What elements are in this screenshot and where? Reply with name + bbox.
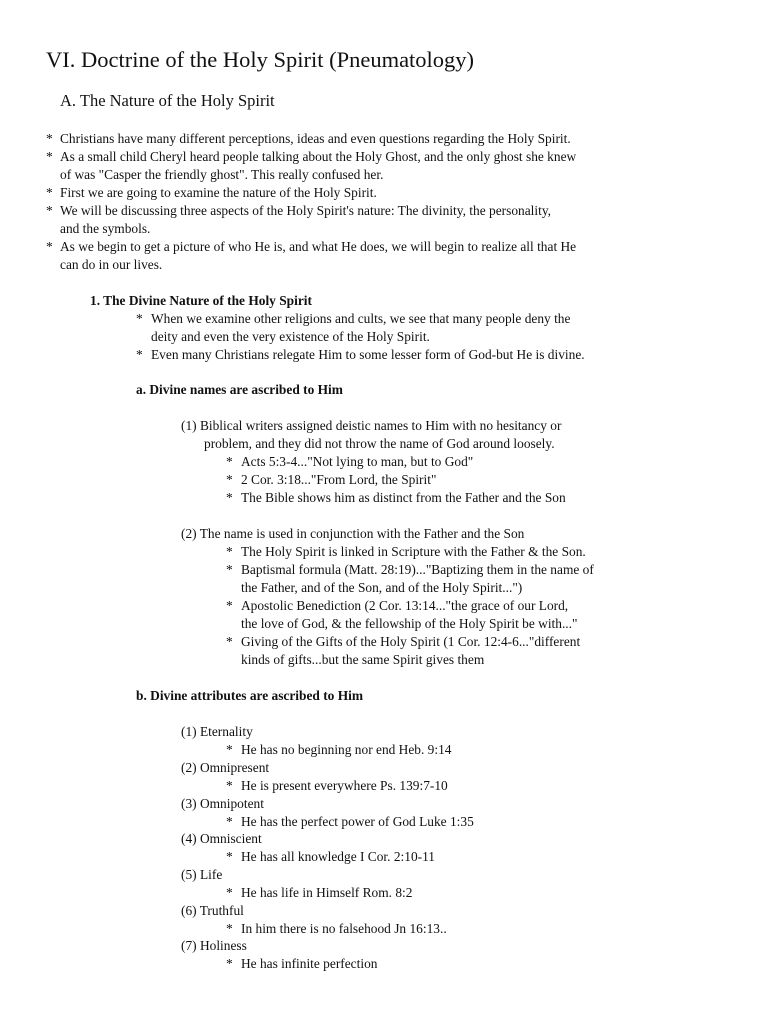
bullet-marker: * bbox=[136, 311, 143, 326]
list-item: First we are going to examine the nature of the Holy Spirit. bbox=[60, 185, 377, 200]
attribute-label: (4) Omniscient bbox=[181, 831, 262, 846]
attribute-label: (6) Truthful bbox=[181, 903, 244, 918]
list-item-continuation: of was "Casper the friendly ghost". This really confused her. bbox=[60, 167, 384, 182]
bullet-marker: * bbox=[226, 956, 233, 971]
attribute-detail: He has no beginning nor end Heb. 9:14 bbox=[241, 742, 452, 757]
list-item: (1) Biblical writers assigned deistic names to Him with no hesitancy or bbox=[181, 418, 562, 433]
attribute-detail: He has infinite perfection bbox=[241, 956, 378, 971]
list-item-continuation: deity and even the very existence of the Holy Spirit. bbox=[151, 329, 430, 344]
attribute-detail: In him there is no falsehood Jn 16:13.. bbox=[241, 921, 447, 936]
attribute-detail: He is present everywhere Ps. 139:7-10 bbox=[241, 778, 448, 793]
page-title: VI. Doctrine of the Holy Spirit (Pneumatology) bbox=[46, 47, 475, 72]
list-item: When we examine other religions and cults, we see that many people deny the bbox=[151, 311, 571, 326]
list-item-continuation: problem, and they did not throw the name of God around loosely. bbox=[204, 436, 555, 451]
list-item: As a small child Cheryl heard people talking about the Holy Ghost, and the only ghost she knew bbox=[60, 149, 577, 164]
list-item: Acts 5:3-4..."Not lying to man, but to God" bbox=[241, 454, 474, 469]
list-item: We will be discussing three aspects of the Holy Spirit's nature: The divinity, the personality, bbox=[60, 203, 551, 218]
list-item: (2) The name is used in conjunction with the Father and the Son bbox=[181, 526, 525, 541]
bullet-marker: * bbox=[226, 921, 233, 936]
list-item: Apostolic Benediction (2 Cor. 13:14..."the grace of our Lord, bbox=[241, 598, 569, 613]
list-item-continuation: and the symbols. bbox=[60, 221, 151, 236]
bullet-marker: * bbox=[46, 239, 53, 254]
list-item: 2 Cor. 3:18..."From Lord, the Spirit" bbox=[241, 472, 437, 487]
list-item: Giving of the Gifts of the Holy Spirit (1 Cor. 12:4-6..."different bbox=[241, 634, 581, 649]
bullet-marker: * bbox=[226, 544, 233, 559]
bullet-marker: * bbox=[226, 742, 233, 757]
bullet-marker: * bbox=[226, 634, 233, 649]
attribute-label: (3) Omnipotent bbox=[181, 796, 264, 811]
list-item: Baptismal formula (Matt. 28:19)..."Baptizing them in the name of bbox=[241, 562, 594, 577]
bullet-marker: * bbox=[226, 778, 233, 793]
attribute-detail: He has the perfect power of God Luke 1:35 bbox=[241, 814, 474, 829]
bullet-marker: * bbox=[226, 490, 233, 505]
section-a-title: A. The Nature of the Holy Spirit bbox=[60, 91, 275, 110]
divine-attributes-heading: b. Divine attributes are ascribed to Him bbox=[136, 688, 363, 703]
bullet-marker: * bbox=[226, 562, 233, 577]
bullet-marker: * bbox=[226, 454, 233, 469]
list-item: Even many Christians relegate Him to some lesser form of God-but He is divine. bbox=[151, 347, 585, 362]
bullet-marker: * bbox=[46, 131, 53, 146]
list-item-continuation: kinds of gifts...but the same Spirit gives them bbox=[241, 652, 485, 667]
list-item-continuation: the Father, and of the Son, and of the Holy Spirit...") bbox=[241, 580, 523, 595]
bullet-marker: * bbox=[226, 472, 233, 487]
attribute-label: (5) Life bbox=[181, 867, 223, 882]
bullet-marker: * bbox=[226, 598, 233, 613]
attribute-detail: He has all knowledge I Cor. 2:10-11 bbox=[241, 849, 435, 864]
bullet-marker: * bbox=[136, 347, 143, 362]
list-item: Christians have many different perceptions, ideas and even questions regarding the Holy Spirit. bbox=[60, 131, 571, 146]
divine-nature-heading: 1. The Divine Nature of the Holy Spirit bbox=[90, 293, 312, 308]
list-item: As we begin to get a picture of who He is, and what He does, we will begin to realize all that He bbox=[60, 239, 577, 254]
list-item: The Holy Spirit is linked in Scripture with the Father & the Son. bbox=[241, 544, 586, 559]
list-item-continuation: the love of God, & the fellowship of the Holy Spirit be with..." bbox=[241, 616, 578, 631]
bullet-marker: * bbox=[46, 203, 53, 218]
attribute-label: (1) Eternality bbox=[181, 724, 253, 739]
attribute-label: (2) Omnipresent bbox=[181, 760, 270, 775]
attribute-detail: He has life in Himself Rom. 8:2 bbox=[241, 885, 413, 900]
attribute-label: (7) Holiness bbox=[181, 938, 247, 953]
divine-names-heading: a. Divine names are ascribed to Him bbox=[136, 382, 343, 397]
bullet-marker: * bbox=[46, 149, 53, 164]
bullet-marker: * bbox=[46, 185, 53, 200]
list-item: The Bible shows him as distinct from the Father and the Son bbox=[241, 490, 566, 505]
list-item-continuation: can do in our lives. bbox=[60, 257, 163, 272]
bullet-marker: * bbox=[226, 849, 233, 864]
bullet-marker: * bbox=[226, 885, 233, 900]
bullet-marker: * bbox=[226, 814, 233, 829]
